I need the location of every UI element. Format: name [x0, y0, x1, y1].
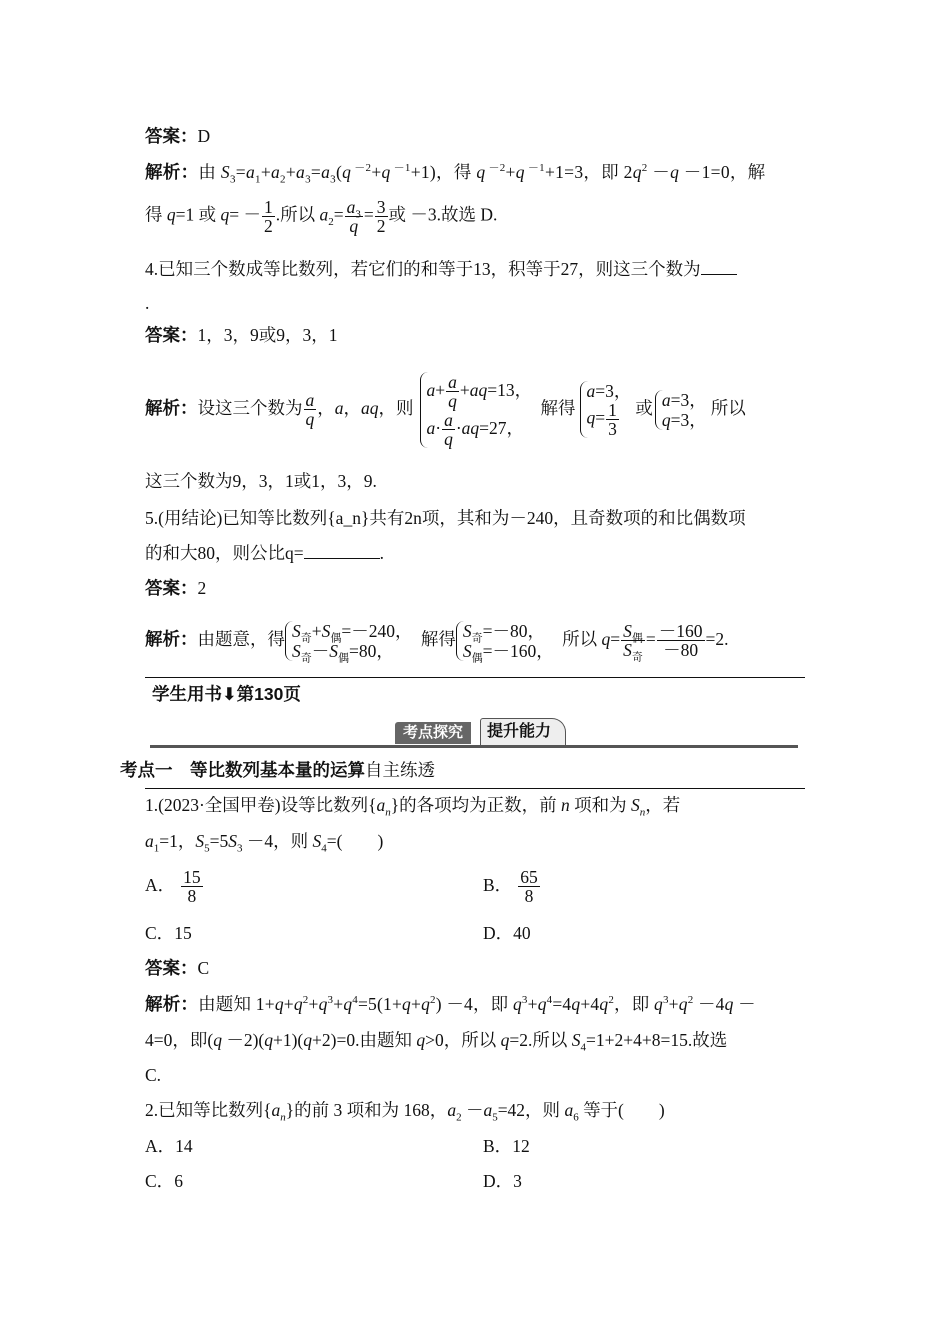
- option-letter: D．: [483, 923, 514, 943]
- problem-1-analysis-line1: 解析：由题知 $1+q+q^2+q^3+q^4=5(1+q+q^2) -4$，即 $q^3+q^4=4q+4q^2$，即 $q^3+q^2 -4q$ －: [145, 994, 756, 1014]
- answer-value: D: [197, 126, 211, 146]
- banner-left-tag: 考点探究: [395, 722, 471, 744]
- answer-blank: [701, 260, 737, 275]
- option-letter: C．: [145, 923, 175, 943]
- problem-2-options-row2: [145, 1168, 800, 1194]
- section-subtitle: 自主练透: [365, 760, 435, 780]
- option-a[interactable]: [145, 867, 204, 907]
- question-5-line2: 的和大80，则公比q= .: [145, 543, 384, 563]
- option-value: 40: [513, 923, 531, 943]
- problem-1-analysis-line2: 4=0，即(q －2)(q+1)(q+2)=0.由题知 q>0，所以 q=2.所以 $S_4=1+2+4+8=15$.故选: [145, 1030, 728, 1054]
- analysis-4-conclusion: 这三个数为9，3，1或1，3，9.: [145, 471, 377, 491]
- question-5-text2: 的和大80，则公比q=: [145, 543, 304, 563]
- section-title: 考点一 等比数列基本量的运算: [120, 760, 365, 780]
- option-value: 12: [512, 1136, 530, 1156]
- option-d[interactable]: [483, 920, 531, 946]
- page-reference: [152, 681, 800, 707]
- banner-rule: [150, 745, 798, 748]
- option-den: 8: [524, 886, 534, 907]
- problem-1-stem: 1.(2023·全国甲卷)设等比数列$\{a_n\}$的各项均为正数，前 n 项和为 $S_n$，若: [145, 795, 681, 819]
- problem-1-analysis-line3: C.: [145, 1065, 162, 1085]
- answer-value: 1，3，9或9，3，1: [197, 325, 338, 345]
- divider: [145, 788, 805, 789]
- answer-label: 答案：: [145, 325, 198, 345]
- option-b[interactable]: [483, 862, 541, 908]
- problem-2-stem: 2.已知等比数列$\{a_n\}$的前 3 项和为 168，$a_2 -a_5=42$，则 $a_6$ 等于( ): [145, 1100, 665, 1124]
- option-c[interactable]: [145, 1171, 183, 1191]
- option-letter: D．: [483, 1171, 514, 1191]
- banner-right-tag: 提升能力: [480, 718, 566, 745]
- question-5-text: 5.(用结论)已知等比数列{a_n}共有2n项，其和为－240，且奇数项的和比偶数项: [145, 508, 746, 528]
- answer-label: 答案：: [145, 578, 198, 598]
- option-a[interactable]: [145, 1136, 193, 1156]
- option-letter: B．: [483, 1136, 513, 1156]
- analysis-label: 解析：: [145, 994, 199, 1014]
- problem-2-options-row1: [145, 1133, 800, 1159]
- section-banner: [150, 718, 798, 748]
- problem-1-options-row2: [145, 920, 800, 946]
- analysis-5: 解析：由题意，得 $S_奇+S_偶=-240$， $S_奇-S_偶=80$， 解得 $S_奇=-80$， $S_偶=-160$， 所以 q= $\frac{S_偶}{S_奇}$ = $\frac{-160}{-80}$ =2.: [145, 620, 729, 665]
- answer-3: [145, 123, 800, 149]
- analysis-label: 解析：: [145, 398, 198, 418]
- option-c[interactable]: [145, 923, 192, 943]
- option-den: 8: [187, 886, 197, 907]
- answer-value: C: [197, 958, 210, 978]
- problem-1-options-row1: [145, 862, 800, 908]
- option-value: 3: [513, 1171, 522, 1191]
- question-4: [145, 256, 800, 282]
- section-heading: [120, 757, 800, 783]
- analysis-label: 解析：: [145, 629, 198, 649]
- problem-1-stem2: $a_1=1$，$S_5=5S_3 -4$，则 $S_4=$( ): [145, 831, 384, 855]
- analysis-4: 解析：设这三个数为 $\frac{a}{q}$ ，a，aq，则 a+ $\frac{a}{q}$ +aq=13， a· $\frac{a}{q}$ ·aq=27， 解得 a=3， q= $\frac{1}{3}$ 或 a=3， q=3， 所以: [145, 371, 746, 450]
- question-4-text: 4.已知三个数成等比数列，若它们的和等于13，积等于27，则这三个数为: [145, 259, 701, 279]
- option-value: 15: [174, 923, 192, 943]
- problem-1-answer: [145, 955, 800, 981]
- option-num: 65: [520, 867, 538, 888]
- option-letter: A．: [145, 875, 176, 895]
- answer-value: 2: [197, 578, 207, 598]
- answer-5: [145, 575, 800, 601]
- answer-4: [145, 322, 800, 348]
- answer-label: 答案：: [145, 126, 198, 146]
- question-5-line1: [145, 505, 800, 531]
- option-letter: A．: [145, 1136, 176, 1156]
- analysis-label: 解析：: [145, 162, 199, 182]
- option-value: 14: [175, 1136, 193, 1156]
- period: .: [145, 293, 150, 313]
- option-letter: C．: [145, 1171, 175, 1191]
- page-reference-text: 学生用书⬇第130页: [152, 684, 301, 704]
- divider: [145, 677, 805, 678]
- answer-blank: [304, 544, 380, 559]
- option-value: 6: [174, 1171, 183, 1191]
- option-d[interactable]: [483, 1168, 522, 1194]
- option-num: 15: [183, 867, 201, 888]
- question-4-end: [145, 290, 800, 316]
- analysis-4-tail: [145, 468, 800, 494]
- analysis-3-line2: 得 q=1 或 q= － $\frac{1}{2}$ .所以 $a_2=$ $\frac{a_3}{q}$ = $\frac{3}{2}$ 或 －3.故选 D.: [145, 197, 498, 236]
- option-letter: B．: [483, 875, 513, 895]
- analysis-3-line1: 解析：由 $S_3=a_1+a_2+a_3=a_3(q$ $^{-2}$+q $^{-1}$+1)，得 q $^{-2}$+q $^{-1}$+1=3，即 $2q^2 -q -1=0$，解: [145, 162, 766, 186]
- option-b[interactable]: [483, 1133, 530, 1159]
- answer-label: 答案：: [145, 958, 198, 978]
